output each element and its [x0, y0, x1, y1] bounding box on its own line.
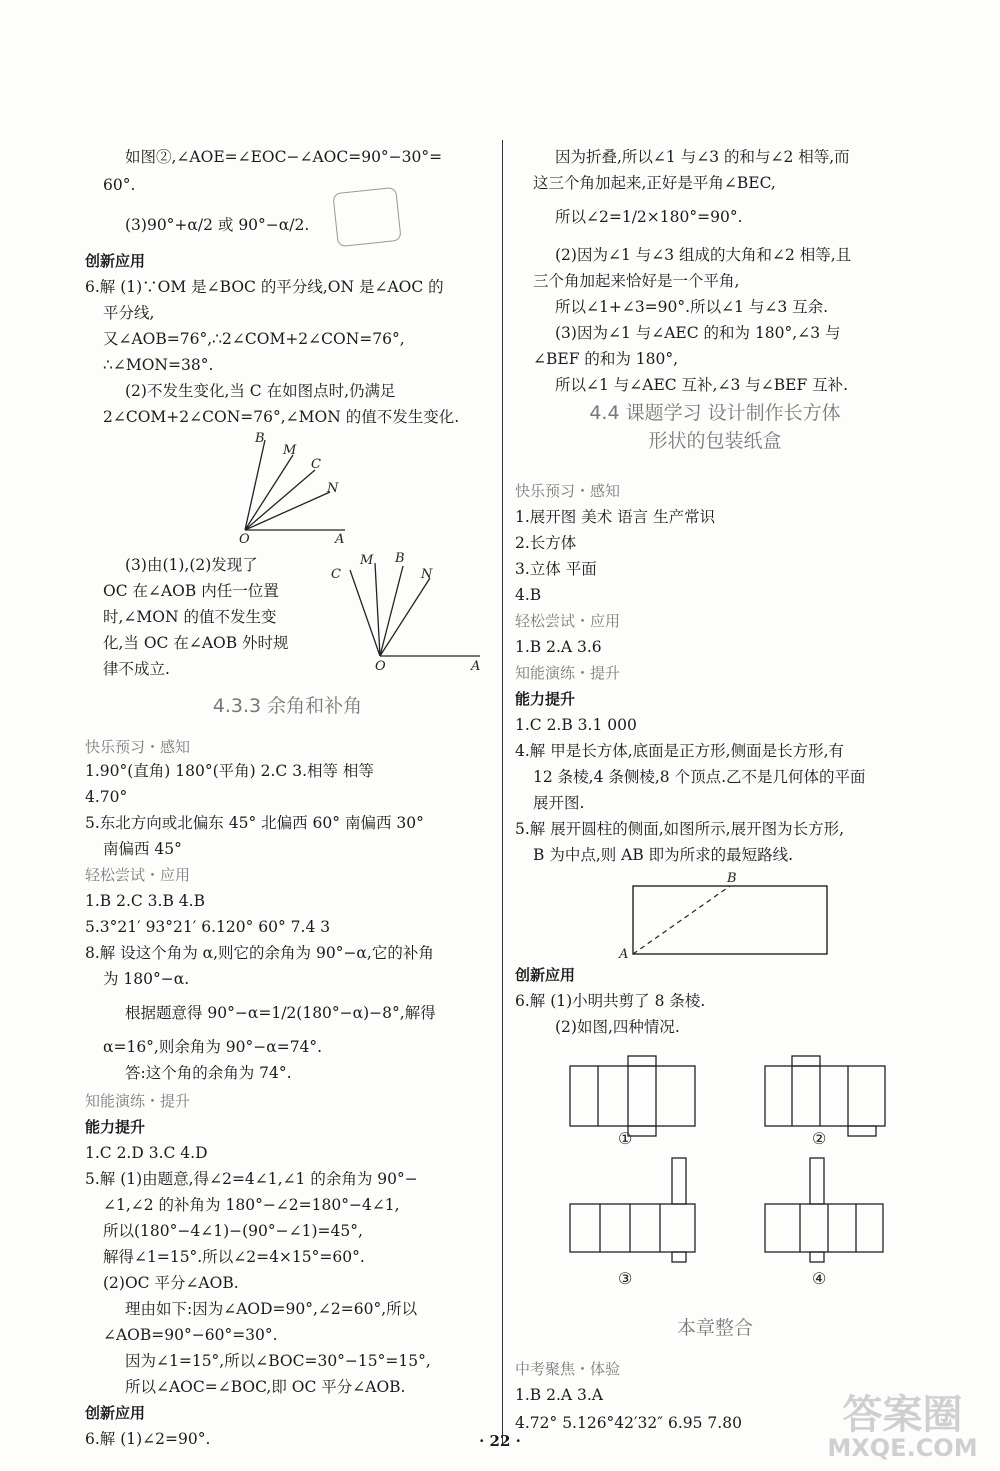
net-label-2: ② — [812, 1129, 827, 1148]
svg-text:C: C — [331, 567, 341, 582]
heading-kuaile: 快乐预习・感知 — [85, 738, 191, 756]
text-line: 1.B 2.A 3.6 — [515, 638, 602, 656]
text-line: 6.解 (1)∠2=90°. — [85, 1430, 211, 1448]
heading-chuangxin-2: 创新应用 — [85, 1404, 146, 1422]
text-line: ∠1,∠2 的补角为 180°−∠2=180°−4∠1, — [103, 1196, 400, 1214]
text-line: 所以(180°−4∠1)−(90°−∠1)=45°, — [103, 1222, 363, 1240]
text-line: 展开图. — [533, 794, 585, 812]
text-line: 因为∠1=15°,所以∠BOC=30°−15°=15°, — [125, 1352, 431, 1370]
text-line: (2)如图,四种情况. — [555, 1018, 680, 1036]
text-line: 平分线, — [103, 304, 155, 322]
svg-text:B: B — [395, 551, 405, 566]
section-title-44b: 形状的包装纸盒 — [648, 430, 782, 452]
text-line: 化,当 OC 在∠AOB 外时规 — [103, 634, 289, 652]
text-line: 1.C 2.B 3.1 000 — [515, 716, 637, 734]
text-line: 所以∠1+∠3=90°.所以∠1 与∠3 互余. — [555, 298, 829, 316]
text-line: B 为中点,则 AB 即为所求的最短路线. — [533, 846, 794, 864]
section-title-chapter: 本章整合 — [676, 1317, 753, 1339]
text-line: ∠AOB=90°−60°=30°. — [103, 1326, 278, 1344]
text-line: 三个角加起来恰好是一个平角, — [533, 272, 740, 290]
text-line: (3)90°+α/2 或 90°−α/2. — [125, 216, 310, 234]
svg-text:B: B — [727, 871, 737, 886]
text-line: 4.解 甲是长方体,底面是正方形,侧面是长方形,有 — [515, 742, 844, 760]
net-label-4: ④ — [812, 1269, 827, 1288]
text-line: 1.B 2.A 3.A — [515, 1386, 603, 1404]
svg-text:N: N — [421, 567, 433, 582]
heading-nengli: 能力提升 — [515, 690, 576, 708]
text-line: 南偏西 45° — [103, 840, 182, 858]
heading-kuaile: 快乐预习・感知 — [515, 482, 621, 500]
section-title-44a: 4.4 课题学习 设计制作长方体 — [589, 402, 841, 424]
text-line: 3.立体 平面 — [515, 560, 597, 578]
heading-nengli: 能力提升 — [85, 1118, 146, 1136]
text-line: 5.解 (1)由题意,得∠2=4∠1,∠1 的余角为 90°− — [85, 1170, 418, 1188]
heading-chuangxin: 创新应用 — [515, 966, 576, 984]
text-line: 1.C 2.D 3.C 4.D — [85, 1144, 208, 1162]
column-divider — [502, 140, 503, 1445]
svg-text:A: A — [471, 659, 481, 673]
text-line: (2)因为∠1 与∠3 组成的大角和∠2 相等,且 — [555, 246, 852, 264]
text-line: 这三个角加起来,正好是平角∠BEC, — [533, 174, 776, 192]
text-line: 理由如下:因为∠AOD=90°,∠2=60°,所以 — [125, 1300, 418, 1318]
text-line: 所以∠AOC=∠BOC,即 OC 平分∠AOB. — [125, 1378, 406, 1396]
text-line: 60°. — [103, 176, 136, 194]
text-line: (2)OC 平分∠AOB. — [103, 1274, 239, 1292]
text-line: OC 在∠AOB 内任一位置 — [103, 582, 279, 600]
text-line: 4.70° — [85, 788, 128, 806]
text-line: 2∠COM+2∠CON=76°,∠MON 的值不发生变化. — [103, 408, 460, 426]
cylinder-unfold-figure — [615, 868, 835, 960]
text-line: 12 条棱,4 条侧棱,8 个顶点.乙不是几何体的平面 — [533, 768, 866, 786]
svg-text:N: N — [327, 481, 339, 496]
svg-text:M: M — [360, 553, 374, 568]
heading-zhongkao: 中考聚焦・体验 — [515, 1360, 621, 1378]
text-line: 所以∠1 与∠AEC 互补,∠3 与∠BEF 互补. — [555, 376, 849, 394]
text-line: 又∠AOB=76°,∴2∠COM+2∠CON=76°, — [103, 330, 405, 348]
section-title-433: 4.3.3 余角和补角 — [212, 695, 363, 717]
text-line: 6.解 (1)∵OM 是∠BOC 的平分线,ON 是∠AOC 的 — [85, 278, 444, 296]
text-line: 8.解 设这个角为 α,则它的余角为 90°−α,它的补角 — [85, 944, 434, 962]
angle-figure-1 — [235, 430, 355, 545]
heading-qingsong: 轻松尝试・应用 — [85, 866, 191, 884]
heading-zhineng: 知能演练・提升 — [85, 1092, 191, 1110]
text-line: 时,∠MON 的值不发生变 — [103, 608, 277, 626]
svg-text:O: O — [375, 659, 386, 673]
text-line: α=16°,则余角为 90°−α=74°. — [103, 1038, 323, 1056]
svg-text:B: B — [255, 431, 265, 446]
text-line: 5.解 展开圆柱的侧面,如图所示,展开图为长方形, — [515, 820, 844, 838]
text-line: 因为折叠,所以∠1 与∠3 的和与∠2 相等,而 — [555, 148, 850, 166]
text-line: 4.72° 5.126°42′32″ 6.95 7.80 — [515, 1414, 742, 1432]
text-line: 2.长方体 — [515, 534, 577, 552]
svg-text:A: A — [619, 947, 629, 960]
text-line: 5.东北方向或北偏东 45° 北偏西 60° 南偏西 30° — [85, 814, 424, 832]
angle-figure-2 — [325, 548, 490, 673]
text-line: ∴∠MON=38°. — [103, 356, 214, 374]
text-line: (2)不发生变化,当 C 在如图点时,仍满足 — [125, 382, 396, 400]
text-line: 律不成立. — [103, 660, 170, 678]
box-nets-figure-2 — [560, 1150, 890, 1270]
text-line: 根据题意得 90°−α=1/2(180°−α)−8°,解得 — [125, 1004, 436, 1022]
heading-chuangxin: 创新应用 — [85, 252, 146, 270]
text-line: 1.B 2.C 3.B 4.B — [85, 892, 205, 910]
svg-text:O: O — [239, 532, 250, 545]
text-line: 为 180°−α. — [103, 970, 190, 988]
heading-qingsong: 轻松尝试・应用 — [515, 612, 621, 630]
text-line: (3)由(1),(2)发现了 — [125, 556, 258, 574]
text-line: 6.解 (1)小明共剪了 8 条棱. — [515, 992, 706, 1010]
text-line: 1.90°(直角) 180°(平角) 2.C 3.相等 相等 — [85, 762, 374, 780]
text-line: 解得∠1=15°.所以∠2=4×15°=60°. — [103, 1248, 365, 1266]
text-line: 所以∠2=1/2×180°=90°. — [555, 208, 743, 226]
net-label-3: ③ — [618, 1269, 633, 1288]
watermark-url: MXQE.COM — [827, 1434, 978, 1462]
text-line: 4.B — [515, 586, 542, 604]
svg-text:M: M — [283, 443, 297, 458]
text-line: 答:这个角的余角为 74°. — [125, 1064, 292, 1082]
text-line: 1.展开图 美术 语言 生产常识 — [515, 508, 716, 526]
text-line: 5.3°21′ 93°21′ 6.120° 60° 7.4 3 — [85, 918, 331, 936]
heading-zhineng: 知能演练・提升 — [515, 664, 621, 682]
text-line: (3)因为∠1 与∠AEC 的和为 180°,∠3 与 — [555, 324, 841, 342]
text-line: ∠BEF 的和为 180°, — [533, 350, 679, 368]
page-number: · 22 · — [479, 1432, 521, 1450]
watermark-text: 答案圈 — [842, 1392, 963, 1438]
svg-text:A: A — [335, 532, 345, 545]
watermark-logo — [815, 1392, 990, 1465]
text-line: 如图②,∠AOE=∠EOC−∠AOC=90°−30°= — [125, 148, 443, 166]
net-label-1: ① — [618, 1129, 633, 1148]
svg-text:C: C — [311, 457, 321, 472]
